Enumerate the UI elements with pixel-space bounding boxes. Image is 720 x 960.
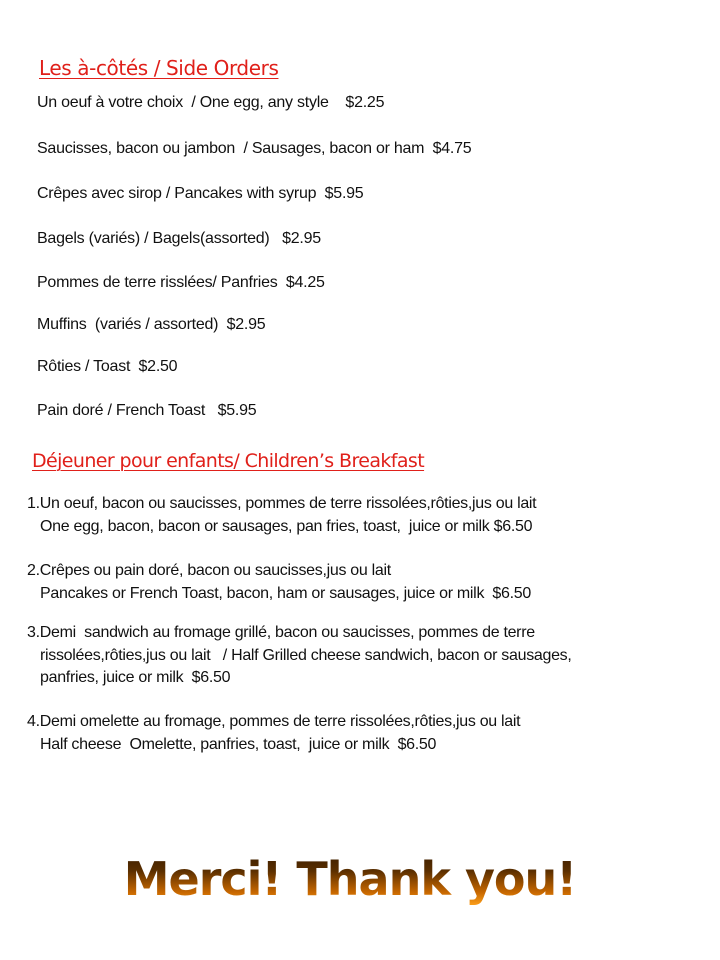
item-french-line: 3.Demi sandwich au fromage grillé, bacon ou saucisses, pommes de terre	[27, 624, 535, 641]
item-english-line: Pancakes or French Toast, bacon, ham or sausages, juice or milk $6.50	[40, 584, 531, 602]
side-order-item: Crêpes avec sirop / Pancakes with syrup $5.95	[37, 185, 364, 202]
item-mixed-line: rissolées,rôties,jus ou lait / Half Grilled cheese sandwich, bacon or sausages,	[40, 646, 572, 664]
side-order-item: Pommes de terre risslées/ Panfries $4.25	[37, 274, 325, 291]
item-french-line: 2.Crêpes ou pain doré, bacon ou saucisses,jus ou lait	[27, 562, 391, 579]
side-order-item: Bagels (variés) / Bagels(assorted) $2.95	[37, 230, 321, 247]
item-english-line: panfries, juice or milk $6.50	[40, 669, 231, 686]
childrens-breakfast-heading: Déjeuner pour enfants/ Children’s Breakfast	[32, 450, 425, 472]
childrens-breakfast-item	[27, 711, 520, 756]
side-order-item: Rôties / Toast $2.50	[37, 358, 178, 375]
side-order-item: Saucisses, bacon ou jambon / Sausages, bacon or ham $4.75	[37, 140, 472, 157]
thank-you-message: Merci! Thank you!	[0, 852, 700, 906]
side-order-item: Pain doré / French Toast $5.95	[37, 402, 257, 419]
childrens-breakfast-item	[27, 493, 536, 538]
item-english-line: One egg, bacon, bacon or sausages, pan fries, toast, juice or milk $6.50	[40, 517, 533, 535]
item-french-line: 4.Demi omelette au fromage, pommes de terre rissolées,rôties,jus ou lait	[27, 713, 521, 730]
item-english-line: Half cheese Omelette, panfries, toast, juice or milk $6.50	[40, 735, 437, 753]
childrens-breakfast-item	[27, 560, 531, 605]
side-order-item: Un oeuf à votre choix / One egg, any style $2.25	[37, 94, 385, 111]
childrens-breakfast-item	[27, 622, 572, 690]
item-french-line: 1.Un oeuf, bacon ou saucisses, pommes de terre rissolées,rôties,jus ou lait	[27, 495, 537, 512]
side-orders-heading: Les à-côtés / Side Orders	[39, 56, 279, 80]
side-order-item: Muffins (variés / assorted) $2.95	[37, 316, 266, 333]
